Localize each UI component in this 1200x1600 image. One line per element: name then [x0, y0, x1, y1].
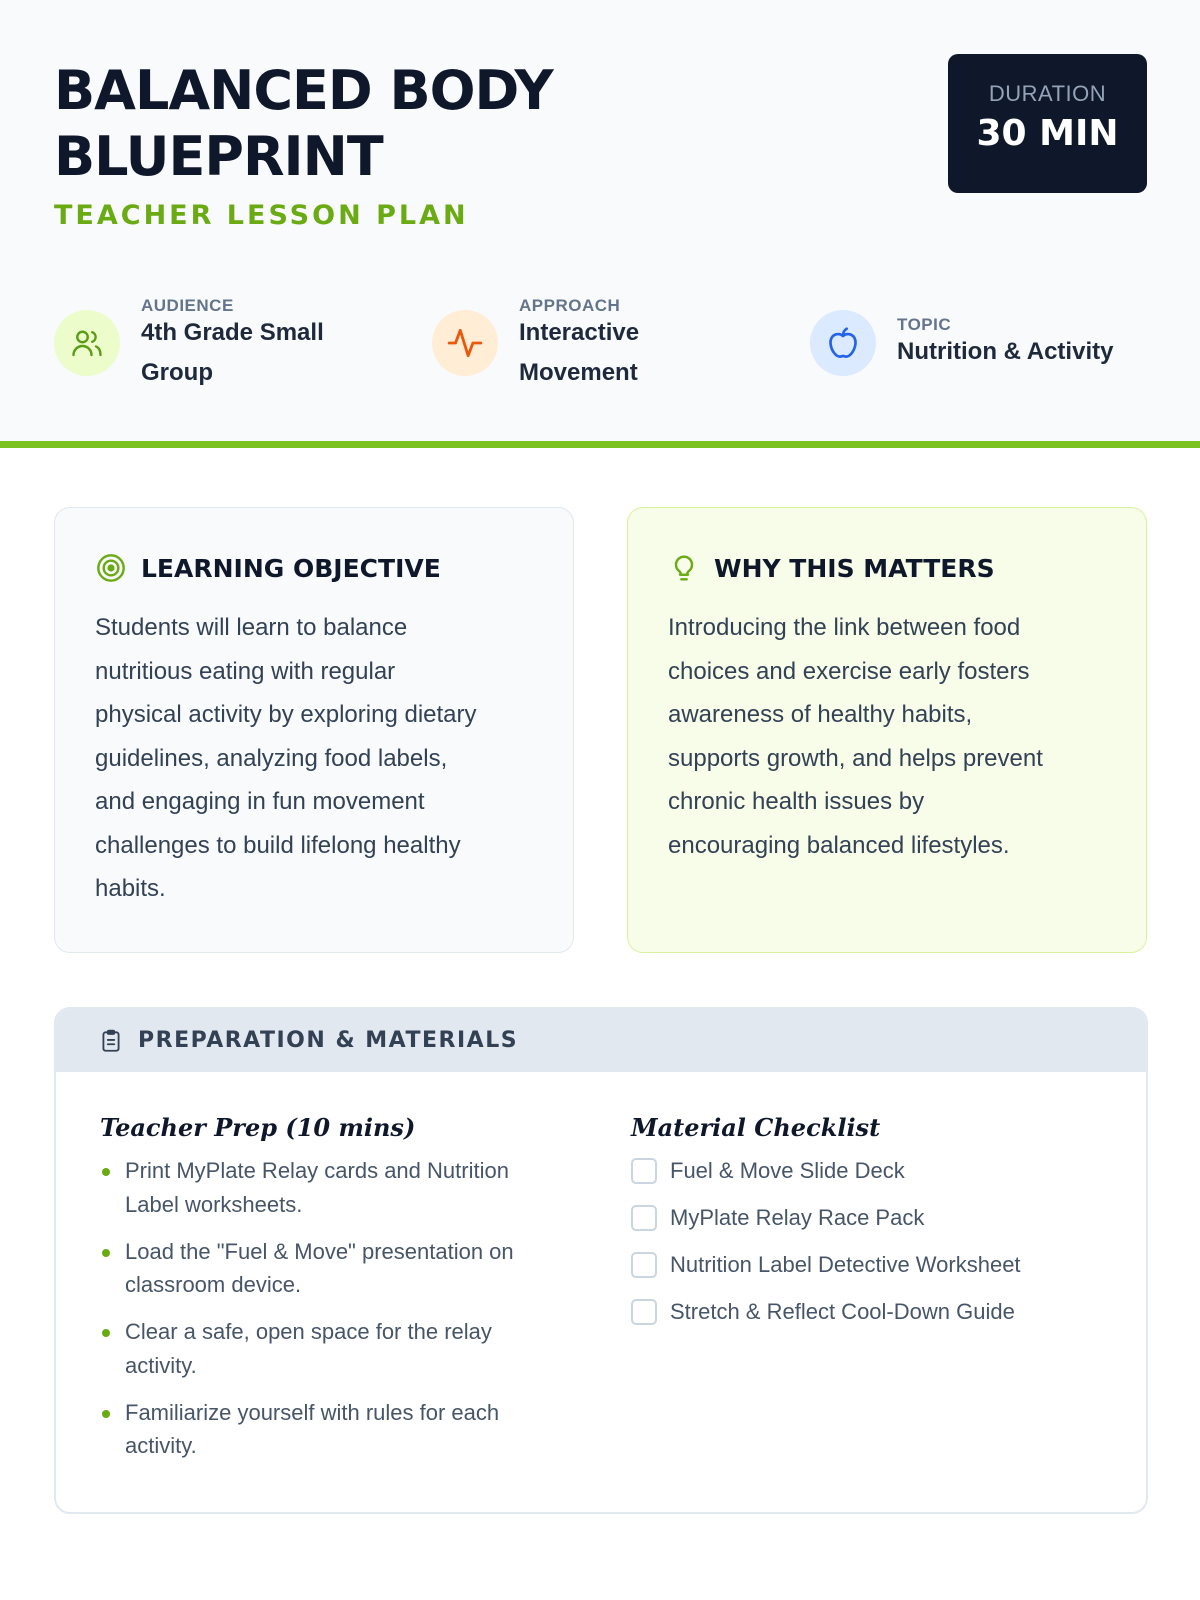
duration-label: DURATION: [988, 81, 1107, 106]
learning-objective-title: LEARNING OBJECTIVE: [141, 553, 441, 583]
meta-approach-label: APPROACH: [519, 296, 621, 315]
clipboard-icon: [98, 1028, 124, 1054]
why-line: awareness of healthy habits,: [668, 701, 973, 728]
meta-topic-label: TOPIC: [897, 315, 952, 334]
why-line: encouraging balanced lifestyles.: [668, 831, 1010, 859]
meta-audience-value-2: Group: [141, 359, 213, 386]
why-line: choices and exercise early fosters: [668, 657, 1030, 685]
material-checklist-title: Material Checklist: [631, 1113, 881, 1142]
objective-line: nutritious eating with regular: [95, 657, 396, 685]
activity-icon: [432, 310, 498, 376]
teacher-prep-column: [100, 1113, 570, 1476]
learning-objective-text: [95, 606, 533, 911]
prep-text: Clear a safe, open space for the relay: [125, 1319, 492, 1344]
prep-text: Load the "Fuel & Move" presentation on: [125, 1238, 514, 1264]
objective-line: challenges to build lifelong healthy: [95, 831, 461, 859]
teacher-prep-list: [100, 1154, 570, 1463]
why-line: Introducing the link between food: [668, 614, 1021, 641]
checkbox[interactable]: [631, 1205, 657, 1231]
page-title: [54, 58, 694, 190]
teacher-prep-title: Teacher Prep (10 mins): [100, 1113, 416, 1142]
duration-badge: [948, 54, 1147, 193]
prep-text: activity.: [125, 1352, 197, 1378]
meta-topic-value: Nutrition & Activity: [897, 338, 1114, 365]
prep-text: Label worksheets.: [125, 1191, 303, 1217]
checklist-item: [631, 1295, 1111, 1329]
objective-line: Students will learn to balance: [95, 614, 408, 641]
objective-line: physical activity by exploring dietary: [95, 701, 477, 728]
checklist-label: Fuel & Move Slide Deck: [670, 1158, 905, 1183]
checklist-item: [631, 1248, 1111, 1282]
learning-objective-card: [54, 507, 574, 953]
meta-topic: [810, 296, 1170, 386]
prep-text: Familiarize yourself with rules for each: [125, 1399, 500, 1425]
meta-audience-label: AUDIENCE: [141, 296, 234, 315]
why-this-matters-title: WHY THIS MATTERS: [714, 553, 995, 583]
duration-value: 30 MIN: [976, 113, 1119, 154]
why-line: chronic health issues by: [668, 788, 925, 815]
page-subtitle: TEACHER LESSON PLAN: [54, 200, 469, 231]
bullet-dot: [102, 1168, 110, 1176]
prep-text: activity.: [125, 1433, 197, 1458]
checkbox[interactable]: [631, 1252, 657, 1278]
bullet-dot: [102, 1410, 110, 1418]
meta-approach: [432, 296, 752, 386]
objective-line: and engaging in fun movement: [95, 788, 425, 815]
meta-audience: [54, 296, 394, 386]
prep-text: Print MyPlate Relay cards and Nutrition: [125, 1158, 509, 1183]
checklist-item: [631, 1154, 1111, 1188]
checkbox[interactable]: [631, 1299, 657, 1325]
checkbox[interactable]: [631, 1158, 657, 1184]
bullet-dot: [102, 1249, 110, 1257]
objective-line: guidelines, analyzing food labels,: [95, 744, 448, 772]
objective-line: habits.: [95, 875, 166, 902]
target-icon: [95, 552, 127, 584]
apple-icon: [810, 310, 876, 376]
list-item: [100, 1396, 570, 1463]
bullet-dot: [102, 1329, 110, 1337]
title-line-2: BLUEPRINT: [54, 125, 383, 188]
why-line: supports growth, and helps prevent: [668, 744, 1043, 772]
preparation-materials-panel: [54, 1007, 1148, 1514]
list-item: [100, 1315, 570, 1382]
title-line-1: BALANCED BODY: [54, 59, 553, 122]
material-checklist: [631, 1154, 1111, 1329]
preparation-materials-title: PREPARATION & MATERIALS: [138, 1028, 519, 1053]
checklist-label: Stretch & Reflect Cool-Down Guide: [670, 1299, 1015, 1324]
meta-approach-value-1: Interactive: [519, 319, 640, 346]
users-icon: [54, 310, 120, 376]
material-checklist-column: [631, 1113, 1111, 1342]
prep-text: classroom device.: [125, 1272, 302, 1297]
meta-audience-value-1: 4th Grade Small: [141, 319, 324, 346]
why-this-matters-text: [668, 606, 1106, 867]
list-item: [100, 1154, 570, 1221]
checklist-label: MyPlate Relay Race Pack: [670, 1205, 925, 1230]
checklist-label: Nutrition Label Detective Worksheet: [670, 1252, 1021, 1277]
list-item: [100, 1235, 570, 1302]
why-this-matters-card: [627, 507, 1147, 953]
lesson-header: [0, 0, 1200, 448]
meta-approach-value-2: Movement: [519, 359, 638, 386]
checklist-item: [631, 1201, 1111, 1235]
lightbulb-icon: [668, 552, 700, 584]
preparation-materials-header: [56, 1009, 1146, 1072]
